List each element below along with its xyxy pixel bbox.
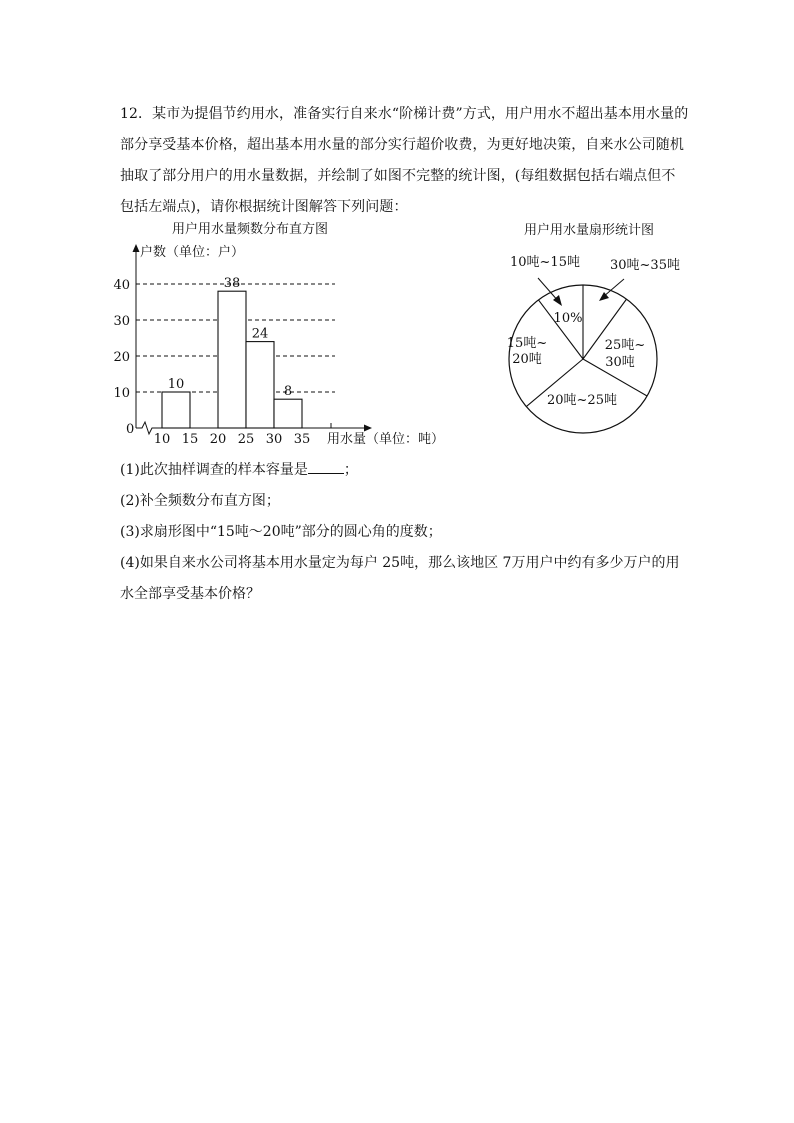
histogram-title: 用户用水量频数分布直方图 [171, 222, 329, 237]
x-tick-label: 15 [181, 432, 199, 447]
problem-line-2: 部分享受基本价格，超出基本用水量的部分实行超价收费，为更好地决策，自来水公司随机 [120, 137, 684, 153]
y-tick-label: 10 [113, 386, 130, 401]
question-2: (2)补全频数分布直方图； [120, 493, 280, 509]
x-tick-label: 25 [237, 432, 255, 447]
bar-value-label: 10 [167, 377, 185, 392]
question-3: (3)求扇形图中“15吨～20吨”部分的圆心角的度数； [120, 524, 442, 540]
x-tick-label: 20 [209, 432, 227, 447]
pie-label-20-25: 20吨~25吨 [547, 393, 617, 408]
histogram-origin-label: 0 [126, 422, 135, 437]
question-1 [120, 459, 358, 479]
histogram-x-axis-label: 用水量（单位：吨） [327, 432, 445, 447]
pie-label-15-20-line2: 20吨 [512, 352, 542, 367]
bar-value-label: 24 [251, 326, 269, 342]
x-tick-label: 10 [153, 432, 171, 447]
answer-blank[interactable] [308, 461, 344, 474]
y-tick-label: 20 [113, 350, 130, 365]
pie-label-15-20-line1: 15吨~ [506, 336, 548, 351]
bar-value-label: 38 [223, 276, 241, 292]
histogram-y-axis-label: 户数（单位：户） [140, 245, 245, 260]
y-tick-label: 40 [113, 278, 130, 293]
problem-line-3: 抽取了部分用户的用水量数据，并绘制了如图不完整的统计图，(每组数据包括右端点但不 [120, 168, 676, 184]
pie-label-25-30-line2: 30吨 [605, 355, 635, 370]
question-1-suffix: ； [343, 462, 358, 478]
problem-line-1: 12．某市为提倡节约用水，准备实行自来水“阶梯计费”方式，用户用水不超出基本用水量的 [120, 106, 689, 122]
problem-line-4: 包括左端点)，请你根据统计图解答下列问题： [120, 199, 408, 215]
y-tick-label: 30 [113, 314, 130, 329]
pie-label-25-30-line1: 25吨~ [604, 338, 646, 353]
pie-label-10-percent: 10% [553, 311, 583, 326]
question-1-text: (1)此次抽样调查的样本容量是 [120, 462, 308, 478]
question-4-line-1: (4)如果自来水公司将基本用水量定为每户 25吨，那么该地区 7万用户中约有多少万户的用 [120, 555, 680, 571]
bar-value-label: 8 [283, 384, 293, 400]
pie-title: 用户用水量扇形统计图 [523, 223, 655, 238]
x-tick-label: 30 [265, 432, 283, 447]
question-4-line-2: 水全部享受基本价格？ [120, 586, 260, 602]
pie-label-30-35: 30吨~35吨 [610, 258, 680, 273]
x-tick-label: 35 [293, 432, 311, 447]
pie-label-10-15: 10吨~15吨 [510, 255, 580, 270]
